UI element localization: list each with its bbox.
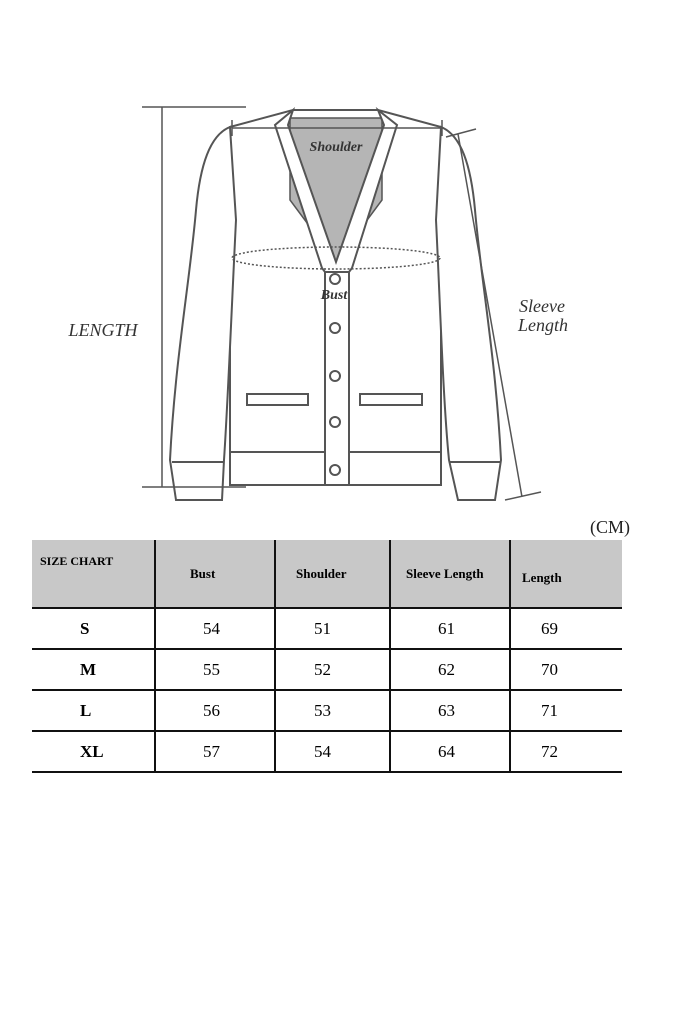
- left-sleeve: [170, 127, 236, 500]
- button: [330, 323, 340, 333]
- size-cell: L: [32, 690, 155, 731]
- button: [330, 417, 340, 427]
- button: [330, 371, 340, 381]
- bust-cell: 57: [155, 731, 275, 772]
- size-chart-table: [32, 540, 622, 773]
- length-label: LENGTH: [68, 320, 138, 340]
- sleeve-label-line2: Length: [517, 315, 569, 335]
- table-row: [32, 608, 622, 649]
- unit-label: (CM): [590, 517, 630, 537]
- header-size-chart: SIZE CHART: [32, 540, 155, 608]
- length-cell: 69: [510, 608, 622, 649]
- length-cell: 70: [510, 649, 622, 690]
- shoulder-cell: 54: [275, 731, 390, 772]
- sleeve-label-line1: Sleeve: [519, 296, 565, 316]
- button: [330, 465, 340, 475]
- table-row: [32, 649, 622, 690]
- bust-cell: 54: [155, 608, 275, 649]
- bust-cell: 56: [155, 690, 275, 731]
- header-sleeve-length: Sleeve Length: [390, 540, 510, 608]
- sleeve-length-cell: 61: [390, 608, 510, 649]
- header-bust: Bust: [155, 540, 275, 608]
- length-cell: 72: [510, 731, 622, 772]
- sleeve-length-cell: 63: [390, 690, 510, 731]
- shoulder-cell: 53: [275, 690, 390, 731]
- size-cell: XL: [32, 731, 155, 772]
- right-sleeve: [436, 127, 501, 500]
- size-cell: S: [32, 608, 155, 649]
- bust-label: Bust: [320, 288, 348, 303]
- left-pocket: [247, 394, 308, 405]
- table-header-row: [32, 540, 622, 608]
- header-length: Length: [510, 540, 622, 608]
- size-cell: M: [32, 649, 155, 690]
- table-row: [32, 731, 622, 772]
- button: [330, 274, 340, 284]
- shoulder-cell: 51: [275, 608, 390, 649]
- sleeve-length-cell: 64: [390, 731, 510, 772]
- right-pocket: [360, 394, 422, 405]
- header-shoulder: Shoulder: [275, 540, 390, 608]
- bust-cell: 55: [155, 649, 275, 690]
- table-row: [32, 690, 622, 731]
- shoulder-cell: 52: [275, 649, 390, 690]
- shoulder-label: Shoulder: [309, 140, 363, 155]
- length-cell: 71: [510, 690, 622, 731]
- sleeve-length-cell: 62: [390, 649, 510, 690]
